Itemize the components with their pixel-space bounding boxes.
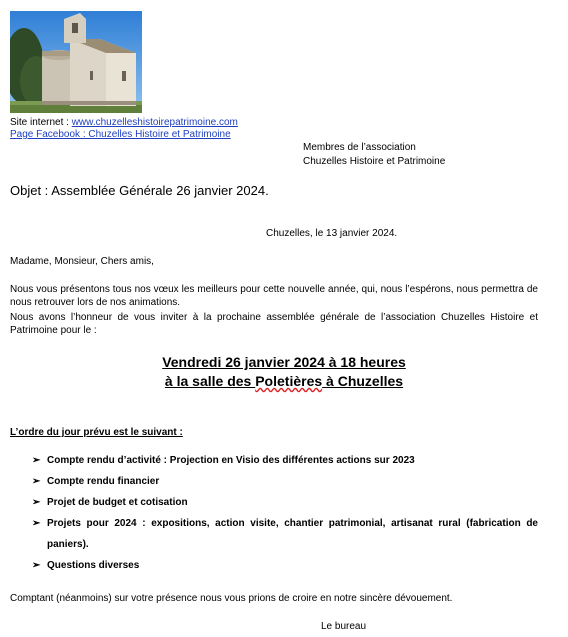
paragraph-wishes: Nous vous présentons tous nos vœux les meilleurs pour cette nouvelle année, qui, nous l’espérons, nous permettra de nous retrouver lors de nos animations. — [10, 284, 538, 308]
agenda-item — [32, 555, 538, 576]
agenda-title: L’ordre du jour prévu est le suivant : — [10, 427, 183, 438]
agenda-item-text: Projets pour 2024 : expositions, action visite, chantier patrimonial, artisanat rural (fabrication de paniers). — [47, 518, 538, 550]
paragraph-invitation: Nous avons l’honneur de vous inviter à la prochaine assemblée générale de l’association Chuzelles Histoire et Patrimoine pour le : — [10, 312, 538, 336]
closing-sentence: Comptant (néanmoins) sur votre présence nous vous prions de croire en notre sincère dévouement. — [10, 593, 453, 604]
headline-location-word: Poletières — [255, 373, 323, 389]
arrow-bullet-icon: ➢ — [32, 455, 41, 466]
arrow-bullet-icon: ➢ — [32, 476, 41, 487]
agenda-item-text: Projet de budget et cotisation — [47, 497, 188, 508]
agenda-item — [32, 450, 538, 471]
agenda-item — [32, 471, 538, 492]
chapel-photo — [10, 11, 142, 113]
recipient-line-1: Membres de l’association — [303, 142, 416, 153]
agenda-item-text: Compte rendu financier — [47, 476, 160, 487]
agenda-item-text: Compte rendu d’activité : Projection en Visio des différentes actions sur 2023 — [47, 455, 415, 466]
object-line: Objet : Assemblée Générale 26 janvier 2024. — [10, 183, 269, 198]
recipient-line-2: Chuzelles Histoire et Patrimoine — [303, 156, 446, 167]
facebook-link[interactable]: Page Facebook : Chuzelles Histoire et Patrimoine — [10, 129, 231, 140]
headline-location — [10, 372, 558, 391]
signature: Le bureau — [321, 621, 367, 632]
headline-location-pre: à la salle des — [164, 373, 256, 389]
date-line: Chuzelles, le 13 janvier 2024. — [266, 228, 398, 239]
recipient-block — [303, 141, 445, 169]
website-link[interactable]: www.chuzelleshistoirepatrimoine.com — [71, 117, 238, 128]
facebook-line — [10, 128, 231, 141]
arrow-bullet-icon: ➢ — [32, 518, 41, 529]
arrow-bullet-icon: ➢ — [32, 560, 41, 571]
greeting: Madame, Monsieur, Chers amis, — [10, 256, 154, 267]
headline-location-post: à Chuzelles — [322, 373, 404, 389]
agenda-item — [32, 492, 538, 513]
website-label: Site internet : — [10, 117, 72, 128]
meeting-headline — [10, 353, 558, 391]
agenda-item — [32, 513, 538, 555]
headline-date: Vendredi 26 janvier 2024 à 18 heures — [162, 354, 406, 370]
agenda-item-text: Questions diverses — [47, 560, 140, 571]
arrow-bullet-icon: ➢ — [32, 497, 41, 508]
